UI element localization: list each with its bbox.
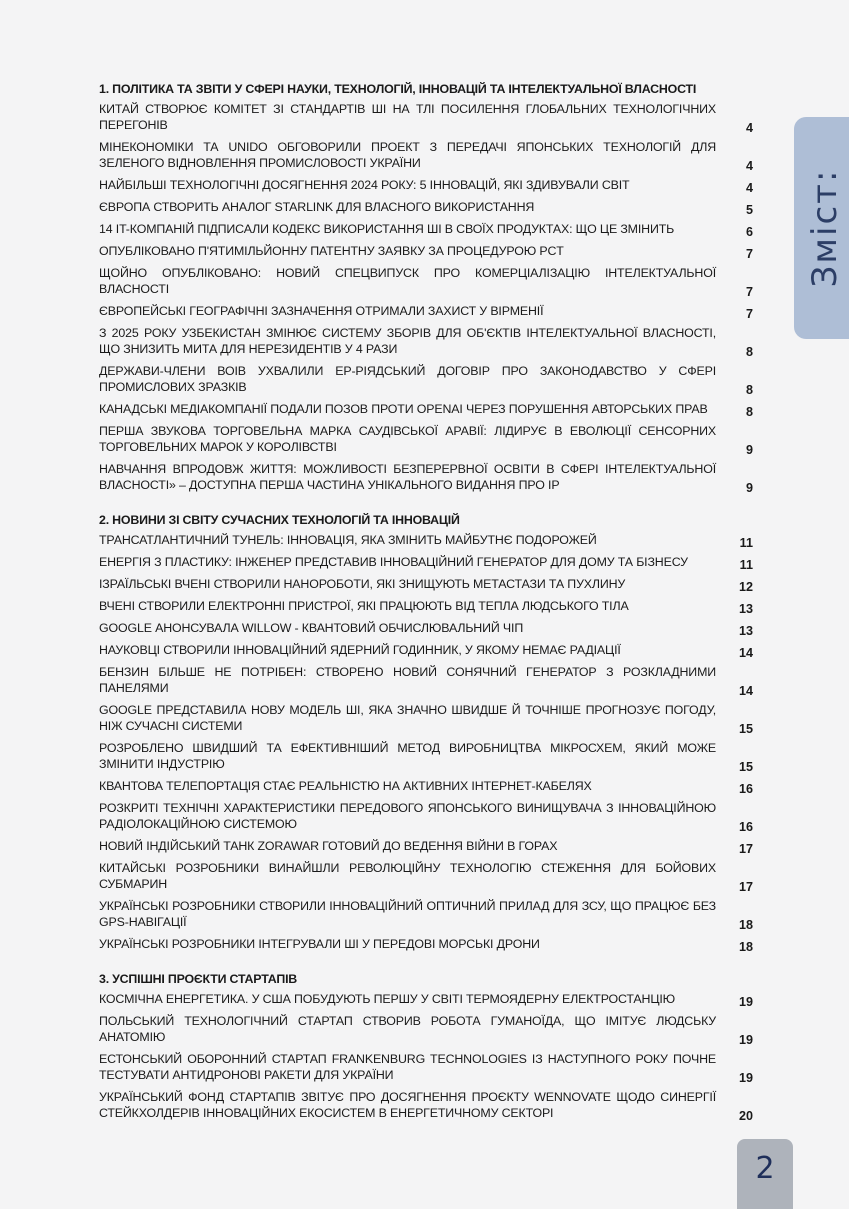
toc-entry-page: 19	[738, 995, 753, 1009]
toc-entry[interactable]	[99, 303, 753, 319]
toc-entry[interactable]	[99, 991, 753, 1007]
toc-entry[interactable]	[99, 838, 753, 854]
toc-entry-page: 19	[738, 1071, 753, 1085]
toc-entry-title[interactable]: БЕНЗИН БІЛЬШЕ НЕ ПОТРІБЕН: СТВОРЕНО НОВИЙ СОНЯЧНИЙ ГЕНЕРАТОР З РОЗКЛАДНИМИ ПАНЕЛЯМИ	[99, 665, 716, 695]
toc-entry-title[interactable]: МІНЕКОНОМІКИ ТА UNIDO ОБГОВОРИЛИ ПРОЕКТ З ПЕРЕДАЧІ ЯПОНСЬКИХ ТЕХНОЛОГІЙ ДЛЯ ЗЕЛЕНОГО ВІДНОВЛЕННЯ ПРОМИСЛОВОСТІ УКРАЇНИ	[99, 140, 716, 170]
toc-entry-title[interactable]: КИТАЙ СТВОРЮЄ КОМІТЕТ ЗІ СТАНДАРТІВ ШІ НА ТЛІ ПОСИЛЕННЯ ГЛОБАЛЬНИХ ТЕХНОЛОГІЧНИХ ПЕРЕГОНІВ	[99, 102, 716, 132]
section-title: 1. ПОЛІТИКА ТА ЗВІТИ У СФЕРІ НАУКИ, ТЕХНОЛОГІЙ, ІННОВАЦІЙ ТА ІНТЕЛЕКТУАЛЬНОЇ ВЛАСНОСТІ	[99, 82, 697, 96]
toc-entry[interactable]	[99, 620, 753, 636]
toc-entry[interactable]	[99, 139, 753, 171]
toc-entry-page: 13	[738, 602, 753, 616]
toc-section	[99, 972, 753, 1121]
toc-entry[interactable]	[99, 664, 753, 696]
toc-entry-title[interactable]: ЄВРОПЕЙСЬКІ ГЕОГРАФІЧНІ ЗАЗНАЧЕННЯ ОТРИМАЛИ ЗАХИСТ У ВІРМЕНІЇ	[99, 304, 544, 318]
toc-entry[interactable]	[99, 898, 753, 930]
toc-entry-title[interactable]: GOOGLE АНОНСУВАЛА WILLOW - КВАНТОВИЙ ОБЧИСЛЮВАЛЬНИЙ ЧІП	[99, 621, 524, 635]
toc-entry-title[interactable]: КАНАДСЬКІ МЕДІАКОМПАНІЇ ПОДАЛИ ПОЗОВ ПРОТИ OPENAI ЧЕРЕЗ ПОРУШЕННЯ АВТОРСЬКИХ ПРАВ	[99, 402, 708, 416]
toc-entry-page: 13	[738, 624, 753, 638]
toc-entry-page: 8	[745, 345, 753, 359]
toc-entry[interactable]	[99, 221, 753, 237]
toc-entry-page: 8	[745, 405, 753, 419]
toc-entry-title[interactable]: ДЕРЖАВИ-ЧЛЕНИ ВОІВ УХВАЛИЛИ ЕР-РІЯДСЬКИЙ ДОГОВІР ПРО ЗАКОНОДАВСТВО У СФЕРІ ПРОМИСЛОВИХ ЗРАЗКІВ	[99, 364, 716, 394]
toc-entry-title[interactable]: УКРАЇНСЬКІ РОЗРОБНИКИ ІНТЕГРУВАЛИ ШІ У ПЕРЕДОВІ МОРСЬКІ ДРОНИ	[99, 937, 540, 951]
toc-entry-page: 17	[738, 842, 753, 856]
toc-entry[interactable]	[99, 401, 753, 417]
toc-entry-page: 5	[745, 203, 753, 217]
toc-entry[interactable]	[99, 1051, 753, 1083]
toc-entry[interactable]	[99, 265, 753, 297]
toc-entry-title[interactable]: З 2025 РОКУ УЗБЕКИСТАН ЗМІНЮЄ СИСТЕМУ ЗБОРІВ ДЛЯ ОБ'ЄКТІВ ІНТЕЛЕКТУАЛЬНОЇ ВЛАСНОСТІ, ЩО ЗНИЗИТЬ МИТА ДЛЯ НЕРЕЗИДЕНТІВ У 4 РАЗИ	[99, 326, 716, 356]
toc-entry-page: 19	[738, 1033, 753, 1047]
toc-entry-page: 20	[738, 1109, 753, 1123]
section-title: 2. НОВИНИ ЗІ СВІТУ СУЧАСНИХ ТЕХНОЛОГІЙ ТА ІННОВАЦІЙ	[99, 513, 460, 527]
section-title: 3. УСПІШНІ ПРОЄКТИ СТАРТАПІВ	[99, 972, 298, 986]
toc-entry-title[interactable]: ВЧЕНІ СТВОРИЛИ ЕЛЕКТРОННІ ПРИСТРОЇ, ЯКІ ПРАЦЮЮТЬ ВІД ТЕПЛА ЛЮДСЬКОГО ТІЛА	[99, 599, 629, 613]
toc-entry-title[interactable]: УКРАЇНСЬКИЙ ФОНД СТАРТАПІВ ЗВІТУЄ ПРО ДОСЯГНЕННЯ ПРОЄКТУ WENNOVATE ЩОДО СИНЕРГІЇ СТЕЙКХОЛДЕРІВ ІННОВАЦІЙНИХ ЕКОСИСТЕМ В ЕНЕРГЕТИЧНОМУ СЕКТОРІ	[99, 1090, 716, 1120]
toc-entry-page: 18	[738, 918, 753, 932]
toc-entry-title[interactable]: НАУКОВЦІ СТВОРИЛИ ІННОВАЦІЙНИЙ ЯДЕРНИЙ ГОДИННИК, У ЯКОМУ НЕМАЄ РАДІАЦІЇ	[99, 643, 621, 657]
toc-entry-title[interactable]: НАЙБІЛЬШІ ТЕХНОЛОГІЧНІ ДОСЯГНЕННЯ 2024 РОКУ: 5 ІННОВАЦІЙ, ЯКІ ЗДИВУВАЛИ СВІТ	[99, 178, 630, 192]
toc-entry[interactable]	[99, 702, 753, 734]
toc-entry[interactable]	[99, 740, 753, 772]
toc-entry-page: 16	[738, 782, 753, 796]
toc-entry[interactable]	[99, 800, 753, 832]
toc-entry-title[interactable]: НОВИЙ ІНДІЙСЬКИЙ ТАНК ZORAWAR ГОТОВИЙ ДО ВЕДЕННЯ ВІЙНИ В ГОРАХ	[99, 839, 558, 853]
toc-entry-title[interactable]: ЕНЕРГІЯ З ПЛАСТИКУ: ІНЖЕНЕР ПРЕДСТАВИВ ІННОВАЦІЙНИЙ ГЕНЕРАТОР ДЛЯ ДОМУ ТА БІЗНЕСУ	[99, 555, 688, 569]
toc-entry-title[interactable]: ІЗРАЇЛЬСЬКІ ВЧЕНІ СТВОРИЛИ НАНОРОБОТИ, ЯКІ ЗНИЩУЮТЬ МЕТАСТАЗИ ТА ПУХЛИНУ	[99, 577, 626, 591]
toc-entry[interactable]	[99, 532, 753, 548]
toc-entry[interactable]	[99, 598, 753, 614]
toc-entry-title[interactable]: ТРАНСАТЛАНТИЧНИЙ ТУНЕЛЬ: ІННОВАЦІЯ, ЯКА ЗМІНИТЬ МАЙБУТНЄ ПОДОРОЖЕЙ	[99, 533, 597, 547]
toc-entry-page: 7	[745, 285, 753, 299]
toc-section	[99, 513, 753, 952]
toc-entry[interactable]	[99, 177, 753, 193]
page-number-box	[737, 1139, 793, 1209]
toc-entry-page: 4	[745, 121, 753, 135]
toc-entry-title[interactable]: ПОЛЬСЬКИЙ ТЕХНОЛОГІЧНИЙ СТАРТАП СТВОРИВ РОБОТА ГУМАНОЇДА, ЩО ІМІТУЄ ЛЮДСЬКУ АНАТОМІЮ	[99, 1014, 716, 1044]
toc-entry-title[interactable]: НАВЧАННЯ ВПРОДОВЖ ЖИТТЯ: МОЖЛИВОСТІ БЕЗПЕРЕРВНОЇ ОСВІТИ В СФЕРІ ІНТЕЛЕКТУАЛЬНОЇ ВЛАСНОСТІ» – ДОСТУПНА ПЕРША ЧАСТИНА УНІКАЛЬНОГО ВИДАННЯ ПРО IP	[99, 462, 716, 492]
toc-entry-page: 15	[738, 760, 753, 774]
toc-entry-title[interactable]: ЩОЙНО ОПУБЛІКОВАНО: НОВИЙ СПЕЦВИПУСК ПРО КОМЕРЦІАЛІЗАЦІЮ ІНТЕЛЕКТУАЛЬНОЇ ВЛАСНОСТІ	[99, 266, 716, 296]
toc-entry-page: 8	[745, 383, 753, 397]
toc-entry-title[interactable]: УКРАЇНСЬКІ РОЗРОБНИКИ СТВОРИЛИ ІННОВАЦІЙНИЙ ОПТИЧНИЙ ПРИЛАД ДЛЯ ЗСУ, ЩО ПРАЦЮЄ БЕЗ GPS-НАВІГАЦІЇ	[99, 899, 716, 929]
toc-entry-page: 17	[738, 880, 753, 894]
table-of-contents	[99, 82, 753, 1141]
toc-entry[interactable]	[99, 554, 753, 570]
toc-entry-page: 16	[738, 820, 753, 834]
toc-entry-page: 7	[745, 247, 753, 261]
toc-entry[interactable]	[99, 1089, 753, 1121]
toc-entry[interactable]	[99, 1013, 753, 1045]
toc-entry[interactable]	[99, 199, 753, 215]
toc-entry-page: 14	[738, 646, 753, 660]
toc-section	[99, 82, 753, 493]
toc-entry-page: 9	[745, 443, 753, 457]
toc-entry-page: 12	[738, 580, 753, 594]
toc-entry-title[interactable]: КИТАЙСЬКІ РОЗРОБНИКИ ВИНАЙШЛИ РЕВОЛЮЦІЙНУ ТЕХНОЛОГІЮ СТЕЖЕННЯ ДЛЯ БОЙОВИХ СУБМАРИН	[99, 861, 716, 891]
toc-entry[interactable]	[99, 423, 753, 455]
toc-entry-title[interactable]: РОЗКРИТІ ТЕХНІЧНІ ХАРАКТЕРИСТИКИ ПЕРЕДОВОГО ЯПОНСЬКОГО ВИНИЩУВАЧА З ІННОВАЦІЙНОЮ РАДІОЛОКАЦІЙНОЮ СИСТЕМОЮ	[99, 801, 716, 831]
toc-entry[interactable]	[99, 778, 753, 794]
toc-entry-page: 11	[739, 536, 753, 550]
toc-entry-title[interactable]: РОЗРОБЛЕНО ШВИДШИЙ ТА ЕФЕКТИВНІШИЙ МЕТОД ВИРОБНИЦТВА МІКРОСХЕМ, ЯКИЙ МОЖЕ ЗМІНИТИ ІНДУСТРІЮ	[99, 741, 716, 771]
toc-entry-title[interactable]: 14 IT-КОМПАНІЙ ПІДПИСАЛИ КОДЕКС ВИКОРИСТАННЯ ШІ В СВОЇХ ПРОДУКТАХ: ЩО ЦЕ ЗМІНИТЬ	[99, 222, 675, 236]
toc-entry[interactable]	[99, 363, 753, 395]
toc-entry-page: 4	[745, 181, 753, 195]
toc-entry-page: 18	[738, 940, 753, 954]
toc-entry-page: 4	[745, 159, 753, 173]
toc-entry-page: 11	[739, 558, 753, 572]
toc-entry[interactable]	[99, 576, 753, 592]
toc-entry[interactable]	[99, 860, 753, 892]
toc-entry[interactable]	[99, 936, 753, 952]
toc-entry-title[interactable]: ЄВРОПА СТВОРИТЬ АНАЛОГ STARLINK ДЛЯ ВЛАСНОГО ВИКОРИСТАННЯ	[99, 200, 535, 214]
contents-side-tab	[794, 117, 849, 339]
toc-entry-title[interactable]: GOOGLE ПРЕДСТАВИЛА НОВУ МОДЕЛЬ ШІ, ЯКА ЗНАЧНО ШВИДШЕ Й ТОЧНІШЕ ПРОГНОЗУЄ ПОГОДУ, НІЖ СУЧАСНІ СИСТЕМИ	[99, 703, 716, 733]
toc-entry-page: 14	[738, 684, 753, 698]
toc-entry-page: 15	[738, 722, 753, 736]
page-number: 2	[755, 1151, 775, 1186]
toc-entry[interactable]	[99, 642, 753, 658]
toc-entry[interactable]	[99, 101, 753, 133]
toc-entry-page: 9	[745, 481, 753, 495]
toc-entry-title[interactable]: ПЕРША ЗВУКОВА ТОРГОВЕЛЬНА МАРКА САУДІВСЬКОЇ АРАВІЇ: ЛІДИРУЄ В ЕВОЛЮЦІЇ СЕНСОРНИХ ТОРГОВЕЛЬНИХ МАРОК У КОРОЛІВСТВІ	[99, 424, 716, 454]
toc-entry-title[interactable]: КОСМІЧНА ЕНЕРГЕТИКА. У США ПОБУДУЮТЬ ПЕРШУ У СВІТІ ТЕРМОЯДЕРНУ ЕЛЕКТРОСТАНЦІЮ	[99, 992, 676, 1006]
toc-entry-title[interactable]: ОПУБЛІКОВАНО П'ЯТИМІЛЬЙОННУ ПАТЕНТНУ ЗАЯВКУ ЗА ПРОЦЕДУРОЮ PCT	[99, 244, 564, 258]
toc-entry-title[interactable]: ЕСТОНСЬКИЙ ОБОРОННИЙ СТАРТАП FRANKENBURG TECHNOLOGIES ІЗ НАСТУПНОГО РОКУ ПОЧНЕ ТЕСТУВАТИ АНТИДРОНОВІ РАКЕТИ ДЛЯ УКРАЇНИ	[99, 1052, 716, 1082]
toc-entry[interactable]	[99, 325, 753, 357]
contents-tab-label: Зміст:	[805, 168, 845, 288]
toc-entry-page: 7	[745, 307, 753, 321]
toc-entry-page: 6	[745, 225, 753, 239]
toc-entry[interactable]	[99, 461, 753, 493]
toc-entry[interactable]	[99, 243, 753, 259]
toc-entry-title[interactable]: КВАНТОВА ТЕЛЕПОРТАЦІЯ СТАЄ РЕАЛЬНІСТЮ НА АКТИВНИХ ІНТЕРНЕТ-КАБЕЛЯХ	[99, 779, 592, 793]
